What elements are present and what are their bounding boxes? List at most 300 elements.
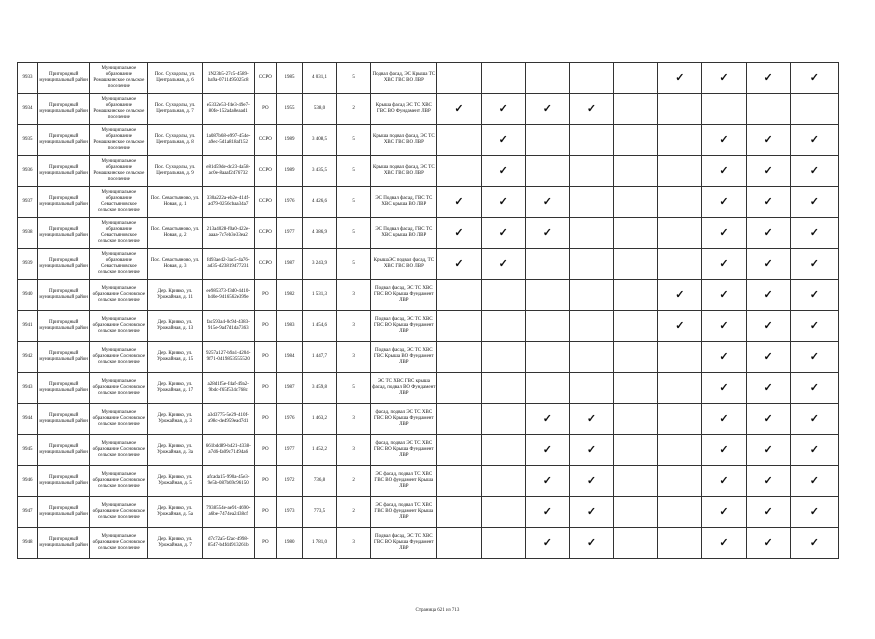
cell-id: 9934: [18, 94, 38, 125]
table-row: [18, 249, 839, 280]
cell-floors: 5: [337, 156, 371, 187]
check-cell-1: [437, 218, 481, 249]
check-cell-8: [746, 342, 790, 373]
checkmark-icon: ✓: [719, 413, 729, 425]
check-cell-6: [658, 249, 702, 280]
checkmark-icon: ✓: [809, 413, 819, 425]
cell-year: 1985: [276, 63, 302, 94]
check-cell-3: [525, 156, 569, 187]
cell-guid: 661bdd89-b421-4338-a7d6-fa09c71494a6: [202, 435, 254, 466]
check-cell-8: [746, 280, 790, 311]
cell-floors: 2: [337, 94, 371, 125]
check-cell-1: [437, 435, 481, 466]
checkmark-icon: ✓: [809, 351, 819, 363]
check-cell-7: [702, 528, 746, 559]
checkmark-icon: ✓: [454, 103, 464, 115]
check-cell-7: [702, 280, 746, 311]
cell-id: 9936: [18, 156, 38, 187]
cell-year: 1987: [276, 373, 302, 404]
cell-municipality: Муниципальное образование Севастьяновское сельское поселение: [90, 249, 148, 280]
checkmark-icon: ✓: [809, 475, 819, 487]
check-cell-5: [614, 342, 658, 373]
checkmark-icon: ✓: [763, 382, 773, 394]
cell-works: ЭС фасад, подвал ТС ХВС ГВС ВО фундамент Крыша ЛВР: [371, 466, 437, 497]
cell-type: ССРО: [254, 218, 276, 249]
cell-area: 3 243,9: [303, 249, 337, 280]
cell-type: РО: [254, 280, 276, 311]
cell-guid: 1a087b68-e997-454e-a9ec-5d1a818af152: [202, 125, 254, 156]
checkmark-icon: ✓: [498, 165, 508, 177]
check-cell-9: [790, 63, 838, 94]
cell-guid: 1N23b5-27c5-4589-ba9a-0711495025c8: [202, 63, 254, 94]
check-cell-7: [702, 311, 746, 342]
table-row: [18, 311, 839, 342]
cell-type: РО: [254, 528, 276, 559]
cell-district: Пригородный муниципальный район: [38, 404, 90, 435]
cell-district: Пригородный муниципальный район: [38, 466, 90, 497]
check-cell-4: [569, 311, 613, 342]
check-cell-6: [658, 342, 702, 373]
check-cell-3: [525, 435, 569, 466]
checkmark-icon: ✓: [498, 196, 508, 208]
cell-type: РО: [254, 466, 276, 497]
checkmark-icon: ✓: [719, 475, 729, 487]
cell-guid: 330a222a-eb2e-414f-ad79-0256cbaa34a7: [202, 187, 254, 218]
check-cell-6: [658, 218, 702, 249]
check-cell-5: [614, 466, 658, 497]
check-cell-3: [525, 63, 569, 94]
check-cell-7: [702, 497, 746, 528]
cell-district: Пригородный муниципальный район: [38, 342, 90, 373]
cell-works: ЭС Подвал фасад, ГВС ТС ХВС крыша ВО ЛВР: [371, 218, 437, 249]
cell-municipality: Муниципальное образование Ромашкинское сельское поселение: [90, 94, 148, 125]
check-cell-2: [481, 249, 525, 280]
check-cell-4: [569, 156, 613, 187]
check-cell-3: [525, 528, 569, 559]
cell-id: 9948: [18, 528, 38, 559]
page-footer: Страница 621 из 713: [415, 608, 460, 613]
check-cell-9: [790, 373, 838, 404]
cell-year: 1972: [276, 466, 302, 497]
cell-year: 1976: [276, 404, 302, 435]
cell-district: Пригородный муниципальный район: [38, 94, 90, 125]
check-cell-8: [746, 156, 790, 187]
checkmark-icon: ✓: [809, 227, 819, 239]
checkmark-icon: ✓: [719, 258, 729, 270]
checkmark-icon: ✓: [542, 413, 552, 425]
check-cell-7: [702, 63, 746, 94]
checkmark-icon: ✓: [542, 506, 552, 518]
table-row: [18, 187, 839, 218]
cell-id: 9935: [18, 125, 38, 156]
check-cell-9: [790, 156, 838, 187]
data-table: [17, 62, 839, 559]
cell-municipality: Муниципальное образование Сосновское сельское поселение: [90, 435, 148, 466]
checkmark-icon: ✓: [542, 537, 552, 549]
cell-municipality: Муниципальное образование Сосновское сельское поселение: [90, 342, 148, 373]
cell-address: Дер. Кривко, ул. Урожайная, д. 15: [148, 342, 202, 373]
check-cell-6: [658, 311, 702, 342]
cell-area: 3 459,8: [303, 373, 337, 404]
cell-area: 1 463,2: [303, 404, 337, 435]
checkmark-icon: ✓: [675, 72, 685, 84]
check-cell-5: [614, 497, 658, 528]
cell-address: Пос. Севастьяново, ул. Новая, д. 3: [148, 249, 202, 280]
checkmark-icon: ✓: [809, 258, 819, 270]
cell-floors: 3: [337, 280, 371, 311]
check-cell-2: [481, 63, 525, 94]
cell-address: Дер. Кривко, ул. Урожайная, д. 13: [148, 311, 202, 342]
cell-year: 1980: [276, 528, 302, 559]
check-cell-8: [746, 466, 790, 497]
cell-type: РО: [254, 435, 276, 466]
check-cell-6: [658, 528, 702, 559]
cell-municipality: Муниципальное образование Сосновское сельское поселение: [90, 373, 148, 404]
check-cell-2: [481, 218, 525, 249]
checkmark-icon: ✓: [719, 289, 729, 301]
check-cell-8: [746, 435, 790, 466]
cell-area: 4 031,1: [303, 63, 337, 94]
cell-floors: 2: [337, 466, 371, 497]
table-row: [18, 528, 839, 559]
cell-floors: 5: [337, 373, 371, 404]
checkmark-icon: ✓: [719, 320, 729, 332]
check-cell-7: [702, 187, 746, 218]
cell-area: 4 426,6: [303, 187, 337, 218]
cell-works: Крыша подвал фасад, ЭС ТС ХВС ГВС ВО ЛВР: [371, 125, 437, 156]
cell-type: РО: [254, 373, 276, 404]
cell-guid: 9257a127-b9a1-4204-9f71-0419853555520: [202, 342, 254, 373]
check-cell-5: [614, 435, 658, 466]
cell-year: 1989: [276, 156, 302, 187]
check-cell-4: [569, 280, 613, 311]
checkmark-icon: ✓: [763, 165, 773, 177]
check-cell-7: [702, 125, 746, 156]
cell-guid: e81d59de-dc23-4a58-ac0e-8aaaf2476732: [202, 156, 254, 187]
table-row: [18, 63, 839, 94]
cell-guid: 7938554e-ae91-4690-a6be-7474ea2438cf: [202, 497, 254, 528]
cell-year: 1987: [276, 249, 302, 280]
check-cell-8: [746, 94, 790, 125]
cell-guid: 213a4028-f0a0-422e-aaaa-7c7eb3e33ea2: [202, 218, 254, 249]
cell-works: Подвал фасад, ЭС ТС ХВС ГВС ВО Крыша Фундамент ЛВР: [371, 280, 437, 311]
cell-area: 538,0: [303, 94, 337, 125]
cell-type: РО: [254, 94, 276, 125]
cell-area: 1 531,3: [303, 280, 337, 311]
cell-works: Подвал фасад, ЭС ТС ХВС ГВС ВО Крыша Фундамент ЛВР: [371, 311, 437, 342]
check-cell-4: [569, 342, 613, 373]
check-cell-9: [790, 311, 838, 342]
cell-works: Крыша фасад ЭС ТС ХВС ГВС ВО Фундамент ЛВР: [371, 94, 437, 125]
cell-guid: fac593a4-0c94-4383-915e-9a47d1da7363: [202, 311, 254, 342]
checkmark-icon: ✓: [763, 537, 773, 549]
check-cell-3: [525, 373, 569, 404]
cell-address: Пос. Суходолы, ул. Центральная, д. 9: [148, 156, 202, 187]
cell-address: Пос. Севастьяново, ул. Новая, д. 2: [148, 218, 202, 249]
check-cell-4: [569, 63, 613, 94]
check-cell-1: [437, 156, 481, 187]
cell-district: Пригородный муниципальный район: [38, 280, 90, 311]
check-cell-3: [525, 497, 569, 528]
table-row: [18, 94, 839, 125]
cell-address: Пос. Суходолы, ул. Центральная, д. 7: [148, 94, 202, 125]
checkmark-icon: ✓: [719, 72, 729, 84]
check-cell-4: [569, 528, 613, 559]
check-cell-9: [790, 94, 838, 125]
checkmark-icon: ✓: [586, 103, 597, 115]
cell-id: 9943: [18, 373, 38, 404]
checkmark-icon: ✓: [719, 444, 729, 456]
table-row: [18, 125, 839, 156]
cell-municipality: Муниципальное образование Ромашкинское сельское поселение: [90, 125, 148, 156]
cell-year: 1982: [276, 280, 302, 311]
check-cell-2: [481, 94, 525, 125]
check-cell-1: [437, 280, 481, 311]
cell-floors: 3: [337, 435, 371, 466]
table-row: [18, 218, 839, 249]
checkmark-icon: ✓: [542, 444, 552, 456]
cell-works: Подвал фасад, ЭС Крыша ТС ХВС ГВС ВО ЛВР: [371, 63, 437, 94]
cell-id: 9942: [18, 342, 38, 373]
check-cell-1: [437, 94, 481, 125]
checkmark-icon: ✓: [542, 475, 552, 487]
checkmark-icon: ✓: [542, 227, 552, 239]
check-cell-5: [614, 94, 658, 125]
check-cell-2: [481, 497, 525, 528]
cell-address: Дер. Кривко, ул. Урожайная, д. 5а: [148, 497, 202, 528]
checkmark-icon: ✓: [675, 289, 685, 301]
cell-area: 736,8: [303, 466, 337, 497]
check-cell-2: [481, 156, 525, 187]
checkmark-icon: ✓: [763, 227, 773, 239]
cell-municipality: Муниципальное образование Сосновское сельское поселение: [90, 528, 148, 559]
cell-district: Пригородный муниципальный район: [38, 497, 90, 528]
check-cell-1: [437, 187, 481, 218]
checkmark-icon: ✓: [586, 413, 597, 425]
check-cell-1: [437, 63, 481, 94]
cell-id: 9941: [18, 311, 38, 342]
cell-guid: ee985373-f3d0-4410-b40e-9416562e399e: [202, 280, 254, 311]
check-cell-7: [702, 466, 746, 497]
check-cell-2: [481, 311, 525, 342]
check-cell-9: [790, 218, 838, 249]
check-cell-8: [746, 404, 790, 435]
cell-floors: 3: [337, 404, 371, 435]
cell-year: 1983: [276, 311, 302, 342]
cell-year: 1984: [276, 342, 302, 373]
checkmark-icon: ✓: [763, 134, 773, 146]
cell-floors: 5: [337, 125, 371, 156]
cell-address: Дер. Кривко, ул. Урожайная, д. 7: [148, 528, 202, 559]
cell-municipality: Муниципальное образование Севастьяновское сельское поселение: [90, 187, 148, 218]
cell-id: 9946: [18, 466, 38, 497]
check-cell-5: [614, 249, 658, 280]
cell-type: ССРО: [254, 63, 276, 94]
check-cell-7: [702, 342, 746, 373]
cell-id: 9944: [18, 404, 38, 435]
check-cell-1: [437, 528, 481, 559]
check-cell-4: [569, 218, 613, 249]
check-cell-1: [437, 249, 481, 280]
check-cell-2: [481, 125, 525, 156]
cell-district: Пригородный муниципальный район: [38, 435, 90, 466]
checkmark-icon: ✓: [763, 72, 773, 84]
checkmark-icon: ✓: [586, 444, 597, 456]
checkmark-icon: ✓: [763, 506, 773, 518]
cell-floors: 3: [337, 342, 371, 373]
check-cell-3: [525, 249, 569, 280]
checkmark-icon: ✓: [763, 196, 773, 208]
check-cell-1: [437, 497, 481, 528]
checkmark-icon: ✓: [675, 320, 685, 332]
checkmark-icon: ✓: [454, 258, 464, 270]
cell-area: 1 781,0: [303, 528, 337, 559]
cell-address: Дер. Кривко, ул. Урожайная, д. 11: [148, 280, 202, 311]
check-cell-6: [658, 373, 702, 404]
checkmark-icon: ✓: [498, 103, 508, 115]
checkmark-icon: ✓: [809, 537, 819, 549]
check-cell-4: [569, 187, 613, 218]
check-cell-8: [746, 373, 790, 404]
checkmark-icon: ✓: [719, 227, 729, 239]
cell-id: 9940: [18, 280, 38, 311]
cell-type: РО: [254, 311, 276, 342]
cell-district: Пригородный муниципальный район: [38, 528, 90, 559]
check-cell-9: [790, 466, 838, 497]
cell-municipality: Муниципальное образование Севастьяновское сельское поселение: [90, 218, 148, 249]
checkmark-icon: ✓: [586, 475, 597, 487]
check-cell-6: [658, 404, 702, 435]
cell-guid: fd93ae42-3ac5-4a76-ad35-d23819477231: [202, 249, 254, 280]
check-cell-1: [437, 404, 481, 435]
cell-year: 1955: [276, 94, 302, 125]
cell-district: Пригородный муниципальный район: [38, 187, 90, 218]
cell-floors: 5: [337, 249, 371, 280]
check-cell-3: [525, 311, 569, 342]
cell-year: 1977: [276, 218, 302, 249]
cell-floors: 5: [337, 187, 371, 218]
check-cell-9: [790, 342, 838, 373]
cell-floors: 3: [337, 311, 371, 342]
checkmark-icon: ✓: [763, 320, 773, 332]
cell-type: ССРО: [254, 125, 276, 156]
cell-municipality: Муниципальное образование Сосновское сельское поселение: [90, 466, 148, 497]
cell-district: Пригородный муниципальный район: [38, 373, 90, 404]
check-cell-5: [614, 125, 658, 156]
check-cell-8: [746, 249, 790, 280]
checkmark-icon: ✓: [809, 320, 819, 332]
cell-address: Дер. Кривко, ул. Урожайная, д. 5: [148, 466, 202, 497]
check-cell-8: [746, 125, 790, 156]
cell-type: ССРО: [254, 249, 276, 280]
cell-area: 773,5: [303, 497, 337, 528]
check-cell-2: [481, 342, 525, 373]
checkmark-icon: ✓: [719, 506, 729, 518]
cell-district: Пригородный муниципальный район: [38, 156, 90, 187]
check-cell-6: [658, 497, 702, 528]
checkmark-icon: ✓: [586, 506, 597, 518]
check-cell-3: [525, 466, 569, 497]
checkmark-icon: ✓: [498, 227, 508, 239]
check-cell-1: [437, 373, 481, 404]
check-cell-4: [569, 249, 613, 280]
checkmark-icon: ✓: [542, 196, 552, 208]
check-cell-2: [481, 187, 525, 218]
cell-guid: a28d1f5e-f4af-49a2-9bdc-f65f534c768c: [202, 373, 254, 404]
check-cell-9: [790, 280, 838, 311]
checkmark-icon: ✓: [719, 382, 729, 394]
cell-guid: a3d3775-5e29-410f-a98c-de4959ead7d1: [202, 404, 254, 435]
cell-floors: 2: [337, 497, 371, 528]
cell-works: КрышаЭС подвал фасад, ТС ХВС ГВС ВО ЛВР: [371, 249, 437, 280]
check-cell-5: [614, 528, 658, 559]
cell-id: 9939: [18, 249, 38, 280]
checkmark-icon: ✓: [542, 103, 552, 115]
check-cell-5: [614, 187, 658, 218]
check-cell-7: [702, 435, 746, 466]
checkmark-icon: ✓: [763, 258, 773, 270]
check-cell-5: [614, 218, 658, 249]
check-cell-3: [525, 187, 569, 218]
cell-works: Подвал фасад, ЭС ТС ХВС ГВС Крыша ВО Фундамент ЛВР: [371, 342, 437, 373]
check-cell-9: [790, 249, 838, 280]
check-cell-4: [569, 94, 613, 125]
cell-area: 1 452,2: [303, 435, 337, 466]
cell-area: 4 386,9: [303, 218, 337, 249]
cell-id: 9937: [18, 187, 38, 218]
checkmark-icon: ✓: [809, 165, 819, 177]
cell-guid: e5332e53-f4e3-49e7-80fe-152a4a8eaad1: [202, 94, 254, 125]
cell-type: РО: [254, 342, 276, 373]
table-row: [18, 497, 839, 528]
checkmark-icon: ✓: [454, 227, 464, 239]
check-cell-8: [746, 497, 790, 528]
cell-address: Пос. Суходолы, ул. Центральная, д. 6: [148, 63, 202, 94]
checkmark-icon: ✓: [809, 134, 819, 146]
table-row: [18, 156, 839, 187]
checkmark-icon: ✓: [763, 289, 773, 301]
cell-district: Пригородный муниципальный район: [38, 218, 90, 249]
cell-area: 3 435,5: [303, 156, 337, 187]
check-cell-9: [790, 404, 838, 435]
table-row: [18, 342, 839, 373]
checkmark-icon: ✓: [719, 537, 729, 549]
cell-works: ЭС ТС ХВС ГВС крыша фасад, подвал ВО Фундамент ЛВР: [371, 373, 437, 404]
check-cell-4: [569, 373, 613, 404]
cell-type: ССРО: [254, 187, 276, 218]
cell-floors: 5: [337, 63, 371, 94]
checkmark-icon: ✓: [498, 258, 508, 270]
cell-year: 1973: [276, 497, 302, 528]
cell-works: Крыша подвал фасад, ЭС ТС ХВС ГВС ВО ЛВР: [371, 156, 437, 187]
check-cell-6: [658, 466, 702, 497]
check-cell-2: [481, 373, 525, 404]
check-cell-5: [614, 156, 658, 187]
check-cell-9: [790, 435, 838, 466]
cell-year: 1977: [276, 435, 302, 466]
table-row: [18, 280, 839, 311]
table-row: [18, 404, 839, 435]
cell-guid: d7c72a5-f2ac-4998-8547-b4fd4913261b: [202, 528, 254, 559]
cell-floors: 3: [337, 528, 371, 559]
checkmark-icon: ✓: [454, 196, 464, 208]
cell-municipality: Муниципальное образование Сосновское сельское поселение: [90, 404, 148, 435]
cell-district: Пригородный муниципальный район: [38, 249, 90, 280]
cell-address: Дер. Кривко, ул. Урожайная, д. 3а: [148, 435, 202, 466]
checkmark-icon: ✓: [719, 351, 729, 363]
checkmark-icon: ✓: [809, 72, 819, 84]
cell-type: РО: [254, 404, 276, 435]
